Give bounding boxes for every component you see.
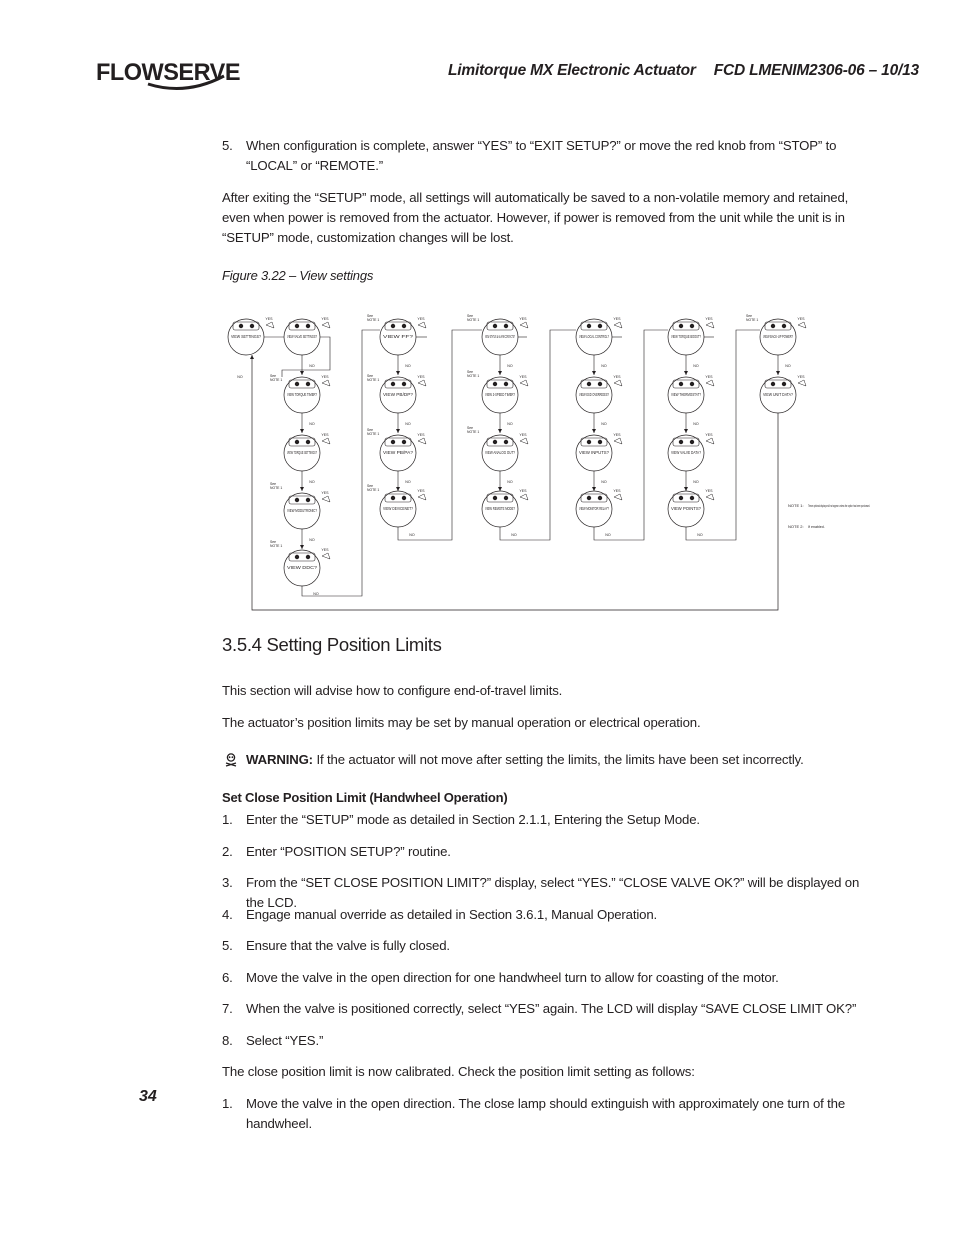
list-text: Move the valve in the open direction. The close lamp should extinguish with approximately one turn of the handwheel. [246,1096,846,1131]
knob-icon [504,496,508,500]
step-number: 4. [222,907,233,922]
knob-icon [295,498,299,502]
knob-icon [493,496,497,500]
step-text: Select “YES.” [246,1033,324,1048]
yes-hand-icon [322,438,330,444]
procedure-step [222,810,870,830]
procedure-step [222,1031,870,1051]
note1-label: NOTE 1: [788,503,804,508]
no-label: NO [507,422,513,426]
yes-hand-icon [418,380,426,386]
note2-label: NOTE 2: [788,524,804,529]
arrowhead [684,429,688,433]
knob-icon [306,324,310,328]
step-text: When the valve is positioned correctly, select “YES” again. The LCD will display “SAVE CLOSE LIMIT OK?” [246,1001,857,1016]
yes-hand-icon [706,438,714,444]
yes-label: YES [321,433,329,437]
knob-icon [295,382,299,386]
yes-label: YES [705,317,713,321]
knob-icon [782,324,786,328]
knob-icon [690,382,694,386]
knob-icon [239,324,243,328]
paragraph-methods: The actuator’s position limits may be set by manual operation or electrical operation. [222,715,701,730]
knob-icon [598,324,602,328]
arrowhead [684,371,688,375]
list-number: 5. [222,138,233,153]
yes-hand-icon [322,380,330,386]
knob-icon [391,440,395,444]
step-text: Ensure that the valve is fully closed. [246,938,450,953]
arrowhead [300,545,304,549]
page-number: 34 [139,1088,157,1105]
procedure-step [222,968,870,988]
yes-hand-icon [706,322,714,328]
knob-icon [402,382,406,386]
step-number: 2. [222,844,233,859]
list-text: When configuration is complete, answer “YES” to “EXIT SETUP?” or move the red knob from “STOP” to “LOCAL” or “REMOTE.” [246,138,837,173]
knob-icon [598,496,602,500]
note-reference: NOTE 1 [270,486,283,490]
no-label: NO [405,480,411,484]
see-label: See [746,314,753,318]
step-text: Enter “POSITION SETUP?” routine. [246,844,451,859]
no-label: NO [405,364,411,368]
knob-icon [690,496,694,500]
yes-label: YES [705,375,713,379]
section-heading: 3.5.4 Setting Position Limits [222,634,442,655]
display-label: VIEW VALVE SETTINGS? [287,335,344,340]
display-label: VIEW DDC? [287,566,314,571]
see-label: See [367,428,374,432]
display-label [287,450,317,456]
display-label: VIEW MONITOR RELAY? [579,507,635,512]
no-label: NO [605,533,611,537]
no-label: NO [507,480,513,484]
knob-icon [493,382,497,386]
yes-label: YES [321,491,329,495]
yes-label: YES [613,375,621,379]
arrowhead [300,371,304,375]
display-label: VIEW ESD OVERRIDES? [579,393,635,398]
yes-hand-icon [520,494,528,500]
logo-wordmark: FLOWSERVE [96,58,241,87]
no-label: NO [309,422,315,426]
paragraph-setup-exit: After exiting the “SETUP” mode, all settings will automatically be saved to a non-volatile memory and retained, even when power is removed from the actuator. However, if power is removed from the unit while the unit is in “SETUP” mode, customization changes will be lost. [222,190,849,245]
arrowhead [396,371,400,375]
see-label: See [367,484,374,488]
yes-label: YES [613,317,621,321]
no-label: NO [601,480,607,484]
no-label: NO [313,592,319,596]
step-number: 8. [222,1033,233,1048]
see-label: See [367,374,374,378]
note-reference: NOTE 1 [270,544,283,548]
step-number: 7. [222,1001,233,1016]
yes-hand-icon [706,494,714,500]
display-label: VIEW LOCAL CONTROL? [579,335,636,340]
yes-hand-icon [266,322,274,328]
procedure-step [222,842,870,862]
arrowhead [498,371,502,375]
knob-icon [771,324,775,328]
note1-text: These optional displays will not appear unless the option has been purchased. [808,504,870,508]
yes-label: YES [519,433,527,437]
product-title: Limitorque MX Electronic Actuator [448,62,696,79]
knob-icon [402,496,406,500]
arrowhead [396,487,400,491]
warning-text-block [246,750,866,770]
no-label: NO [309,364,315,368]
list-item [222,1094,870,1134]
yes-label: YES [265,317,273,321]
knob-icon [391,496,395,500]
see-label: See [467,370,474,374]
display-label: VIEW TORQUE BOOST? [671,335,726,340]
no-label: NO [309,480,315,484]
yes-hand-icon [520,322,528,328]
yes-hand-icon [322,322,330,328]
yes-hand-icon [418,322,426,328]
yes-hand-icon [706,380,714,386]
knob-icon [504,324,508,328]
note-reference: NOTE 1 [270,378,283,382]
yes-label: YES [519,489,527,493]
page-header [448,62,919,80]
list-number: 1. [222,1096,233,1111]
display-label: VIEW INPUTS? [579,451,613,456]
note-reference: NOTE 1 [367,318,380,322]
knob-icon [771,382,775,386]
knob-icon [679,440,683,444]
display-label: VIEW DEVICENET? [383,507,427,512]
step-number: 6. [222,970,233,985]
note-reference: NOTE 1 [367,378,380,382]
knob-icon [402,440,406,444]
knob-icon [493,440,497,444]
warning-label: WARNING: [246,752,313,767]
yes-label: YES [705,433,713,437]
knob-icon [493,324,497,328]
document-code: FCD LMENIM2306-06 – 10/13 [713,62,919,79]
paragraph-intro: This section will advise how to configure end-of-travel limits. [222,683,563,698]
yes-label: YES [417,375,425,379]
knob-icon [295,324,299,328]
yes-hand-icon [614,380,622,386]
display-label: VIEW SETTINGS? [231,335,272,340]
yes-hand-icon [520,380,528,386]
no-label: NO [309,538,315,542]
arrowhead [396,429,400,433]
yes-label: YES [321,548,329,552]
display-label: VIEW TORQUE TIMER? [287,393,340,398]
yes-label: YES [321,375,329,379]
no-label: NO [785,364,791,368]
knob-icon [679,324,683,328]
procedure-step [222,936,870,956]
step-text: Enter the “SETUP” mode as detailed in Section 2.1.1, Entering the Setup Mode. [246,812,700,827]
note-reference: NOTE 1 [746,318,759,322]
knob-icon [679,382,683,386]
display-label: VIEW PB/DP? [383,393,414,398]
procedure-step [222,999,870,1019]
no-label: NO [511,533,517,537]
knob-icon [504,440,508,444]
step-text: Move the valve in the open direction for one handwheel turn to allow for coasting of the motor. [246,970,779,985]
knob-icon [782,382,786,386]
display-label: VIEW REMOTE MODE? [485,507,538,512]
note-reference: NOTE 1 [467,318,480,322]
no-label: NO [601,364,607,368]
knob-icon [587,440,591,444]
list-item [222,136,870,176]
arrowhead [684,487,688,491]
knob-icon [587,382,591,386]
knob-icon [306,555,310,559]
knob-icon [391,382,395,386]
yes-hand-icon [614,438,622,444]
knob-icon [306,440,310,444]
see-label: See [367,314,374,318]
yes-hand-icon [418,438,426,444]
display-label: VIEW THERMOSTAT? [671,393,720,398]
no-label: NO [409,533,415,537]
display-label: VIEW UNIT DATA? [763,393,804,398]
yes-label: YES [613,489,621,493]
display-label: VIEW MODUTRONIC? [287,509,337,514]
yes-hand-icon [322,553,330,559]
yes-hand-icon [798,322,806,328]
see-label: See [270,540,277,544]
note2-text: If enabled. [808,525,825,529]
display-label: VIEW 2-SPEED TIMER? [485,393,538,398]
warning-icon [225,753,237,767]
see-label: See [467,426,474,430]
figure-caption: Figure 3.22 – View settings [222,268,374,283]
see-label: See [467,314,474,318]
knob-icon [679,496,683,500]
arrowhead [300,429,304,433]
arrowhead [300,487,304,491]
step-number: 1. [222,812,233,827]
yes-hand-icon [798,380,806,386]
no-label: NO [405,422,411,426]
display-label: VIEW FF? [383,335,406,340]
yes-hand-icon [418,494,426,500]
knob-icon [295,555,299,559]
paragraph-calibrated: The close position limit is now calibrated. Check the position limit setting as follows: [222,1064,695,1079]
display-label: VIEW PB/PA? [383,451,414,456]
arrowhead [498,429,502,433]
knob-icon [690,324,694,328]
no-label: NO [693,422,699,426]
knob-icon [306,498,310,502]
knob-icon [504,382,508,386]
step-number: 5. [222,938,233,953]
note-reference: NOTE 1 [367,432,380,436]
yes-label: YES [417,317,425,321]
knob-icon [598,382,602,386]
yes-hand-icon [614,494,622,500]
knob-icon [587,496,591,500]
knob-icon [402,324,406,328]
display-label: VIEW BACK-UP POWER? [763,335,820,340]
arrowhead [498,487,502,491]
yes-hand-icon [322,496,330,502]
knob-icon [587,324,591,328]
step-text: From the “SET CLOSE POSITION LIMIT?” display, select “YES.” “CLOSE VALVE OK?” will be displayed on the LCD. [246,875,860,910]
yes-hand-icon [614,322,622,328]
knob-icon [306,382,310,386]
no-label: NO [693,480,699,484]
arrowhead [592,371,596,375]
note-reference: NOTE 1 [367,488,380,492]
yes-label: YES [797,375,805,379]
arrowhead [776,371,780,375]
see-label: See [270,374,277,378]
no-label: NO [507,364,513,368]
knob-icon [391,324,395,328]
subheading: Set Close Position Limit (Handwheel Operation) [222,790,508,805]
no-label: NO [601,422,607,426]
warning-message: If the actuator will not move after setting the limits, the limits have been set incorrectly. [312,752,804,767]
display-label: VIEW ANALOG OUT? [485,451,533,456]
see-label: See [270,482,277,486]
step-number: 3. [222,875,233,890]
no-label: NO [693,364,699,368]
arrowhead [592,487,596,491]
display-label: VIEW STATUS & ALARM CONTACTS? [485,335,569,340]
knob-icon [295,440,299,444]
knob-icon [250,324,254,328]
arrowhead [250,355,254,359]
yes-label: YES [519,317,527,321]
arrowhead [592,429,596,433]
yes-label: YES [797,317,805,321]
flowserve-logo [96,54,241,94]
no-label: NO [697,533,703,537]
yes-label: YES [417,433,425,437]
yes-label: YES [613,433,621,437]
display-label: VIEW VALVE DATA? [671,451,716,456]
view-settings-flowchart [222,310,872,614]
yes-label: YES [417,489,425,493]
display-label: VIEW POINTS? [671,507,706,512]
step-text: Engage manual override as detailed in Section 3.6.1, Manual Operation. [246,907,658,922]
knob-icon [690,440,694,444]
yes-label: YES [519,375,527,379]
knob-icon [598,440,602,444]
yes-label: YES [705,489,713,493]
no-label: NO [237,375,243,379]
yes-hand-icon [520,438,528,444]
note-reference: NOTE 1 [467,374,480,378]
yes-label: YES [321,317,329,321]
note-reference: NOTE 1 [467,430,480,434]
procedure-step [222,905,870,925]
